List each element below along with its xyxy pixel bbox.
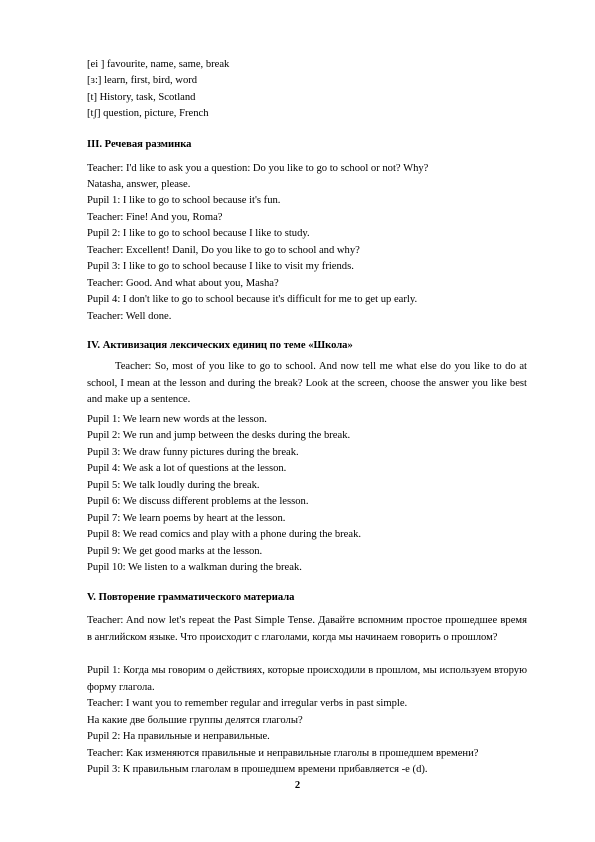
dialogue-line: Teacher: Как изменяются правильные и неправильные глаголы в прошедшем времени? (87, 748, 479, 759)
teacher-paragraph: Teacher: And now let's repeat the Past Simple Tense. Давайте вспомним простое прошедшее время в английском языке. Что происходит с глаголами, когда мы начинаем говорить о прошлом? (87, 615, 527, 643)
dialogue-line: Teacher: Fine! And you, Roma? (87, 212, 223, 223)
dialogue-line: Teacher: I want you to remember regular and irregular verbs in past simple. (87, 698, 408, 709)
dialogue-line: Pupil 1: We learn new words at the lesson. (87, 414, 267, 425)
dialogue-line: Teacher: Good. And what about you, Masha? (87, 278, 279, 289)
section-heading: V. Повторение грамматического материала (87, 592, 295, 603)
section-heading: III. Речевая разминка (87, 139, 192, 150)
dialogue-line: Pupil 9: We get good marks at the lesson. (87, 546, 263, 557)
dialogue-line: На какие две большие группы делятся глаголы? (87, 715, 303, 726)
phonetic-line: [t] History, task, Scotland (87, 92, 196, 103)
teacher-paragraph: Teacher: So, most of you like to go to school. And now tell me what else do you like to do at school, I mean at the lesson and during the break? Look at the screen, choose the answer you like best and make up a sentence. (87, 361, 527, 405)
section-heading: IV. Активизация лексических единиц по теме «Школа» (87, 340, 353, 351)
dialogue-line: Pupil 3: К правильным глаголам в прошедшем времени прибавляется -e (d). (87, 764, 428, 775)
dialogue-line: Teacher: Excellent! Danil, Do you like to go to school and why? (87, 245, 360, 256)
dialogue-line: Pupil 5: We talk loudly during the break. (87, 480, 260, 491)
dialogue-line: Teacher: I'd like to ask you a question: Do you like to go to school or not? Why? (87, 163, 429, 174)
dialogue-line: Teacher: Well done. (87, 311, 172, 322)
pupil-paragraph: Pupil 1: Когда мы говорим о действиях, которые происходили в прошлом, мы используем вторую форму глагола. (87, 665, 527, 693)
dialogue-line: Pupil 2: We run and jump between the desks during the break. (87, 430, 351, 441)
dialogue-line: Pupil 2: На правильные и неправильные. (87, 731, 270, 742)
phonetic-line: [ei ] favourite, name, same, break (87, 59, 230, 70)
dialogue-line: Pupil 3: We draw funny pictures during the break. (87, 447, 299, 458)
dialogue-line: Pupil 4: I don't like to go to school because it's difficult for me to get up early. (87, 294, 418, 305)
dialogue-line: Pupil 10: We listen to a walkman during the break. (87, 562, 302, 573)
page-number: 2 (294, 780, 301, 791)
dialogue-line: Pupil 4: We ask a lot of questions at the lesson. (87, 463, 287, 474)
dialogue-line: Pupil 2: I like to go to school because I like to study. (87, 228, 310, 239)
dialogue-line: Pupil 7: We learn poems by heart at the lesson. (87, 513, 286, 524)
dialogue-line: Pupil 3: I like to go to school because I like to visit my friends. (87, 261, 354, 272)
dialogue-line: Pupil 8: We read comics and play with a phone during the break. (87, 529, 362, 540)
dialogue-line: Pupil 6: We discuss different problems at the lesson. (87, 496, 309, 507)
dialogue-line: Pupil 1: I like to go to school because it's fun. (87, 195, 281, 206)
phonetic-line: [ɜ:] learn, first, bird, word (87, 75, 198, 86)
phonetic-line: [tʃ] question, picture, French (87, 108, 209, 119)
dialogue-line: Natasha, answer, please. (87, 179, 191, 190)
